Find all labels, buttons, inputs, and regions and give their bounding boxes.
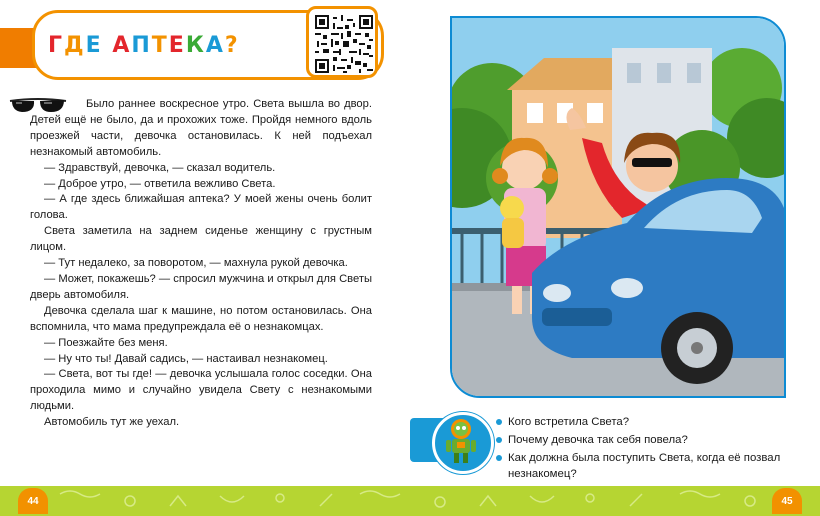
title-letter: Е [168, 32, 186, 58]
doodle-pattern [0, 486, 820, 516]
story-paragraph: Девочка сделала шаг к машине, но потом остановилась. Она вспомнила, что мама предупреждала её о незнакомцах. [30, 304, 372, 333]
story-paragraph: Было раннее воскресное утро. Света вышла во двор. Детей ещё не было, да и прохожих тоже. Пройдя немного вдоль проезжей части, девочка остановилась. К ней подъехал незнакомый автомобиль. [30, 98, 372, 158]
story-illustration [450, 16, 786, 398]
question-item: Как должна была поступить Света, когда её позвал незнакомец? [494, 450, 794, 482]
title-letter: Д [64, 32, 86, 58]
title-letter: Т [151, 32, 169, 58]
robot-badge [432, 412, 494, 474]
title-letter: ? [224, 32, 240, 58]
page-number-left: 44 [18, 488, 48, 514]
story-paragraph: Автомобиль тут же уехал. [44, 416, 180, 429]
title-letter: А [205, 32, 225, 58]
questions-list [494, 414, 794, 484]
qr-code[interactable] [306, 6, 378, 78]
title-letter: Г [48, 32, 65, 58]
title-letter: Е [85, 32, 103, 58]
title-letter: К [185, 32, 206, 58]
question-item: Почему девочка так себя повела? [494, 432, 794, 448]
story-paragraph: — Света, вот ты где! — девочка услышала голос соседки. Она проходила мимо и случайно увидела Свету с незнакомыми людьми. [30, 368, 372, 413]
title-letter [103, 33, 113, 58]
story-paragraph: — Доброе утро, — ответила вежливо Света. [44, 177, 276, 190]
page-title [48, 20, 240, 70]
title-letter: А [112, 32, 132, 58]
story-text [30, 97, 372, 431]
story-paragraph: — А где здесь ближайшая аптека? У моей жены очень болит голова. [30, 193, 372, 222]
question-item: Кого встретила Света? [494, 414, 794, 430]
story-paragraph: Света заметила на заднем сиденье женщину с грустным лицом. [30, 225, 372, 254]
story-paragraph: — Ну что ты! Давай садись, — настаивал незнакомец. [44, 352, 328, 365]
story-paragraph: — Здравствуй, девочка, — сказал водитель. [44, 161, 276, 174]
robot-icon [441, 417, 481, 465]
story-paragraph: — Поезжайте без меня. [44, 336, 168, 349]
qr-code-icon [315, 15, 373, 73]
title-letter: П [131, 32, 152, 58]
story-paragraph: — Тут недалеко, за поворотом, — махнула рукой девочка. [44, 257, 348, 270]
story-paragraph: — Может, покажешь? — спросил мужчина и открыл для Светы дверь автомобиля. [30, 272, 372, 301]
page-number-right: 45 [772, 488, 802, 514]
bottom-decoration-strip [0, 486, 820, 516]
illustration-scene [452, 18, 784, 396]
